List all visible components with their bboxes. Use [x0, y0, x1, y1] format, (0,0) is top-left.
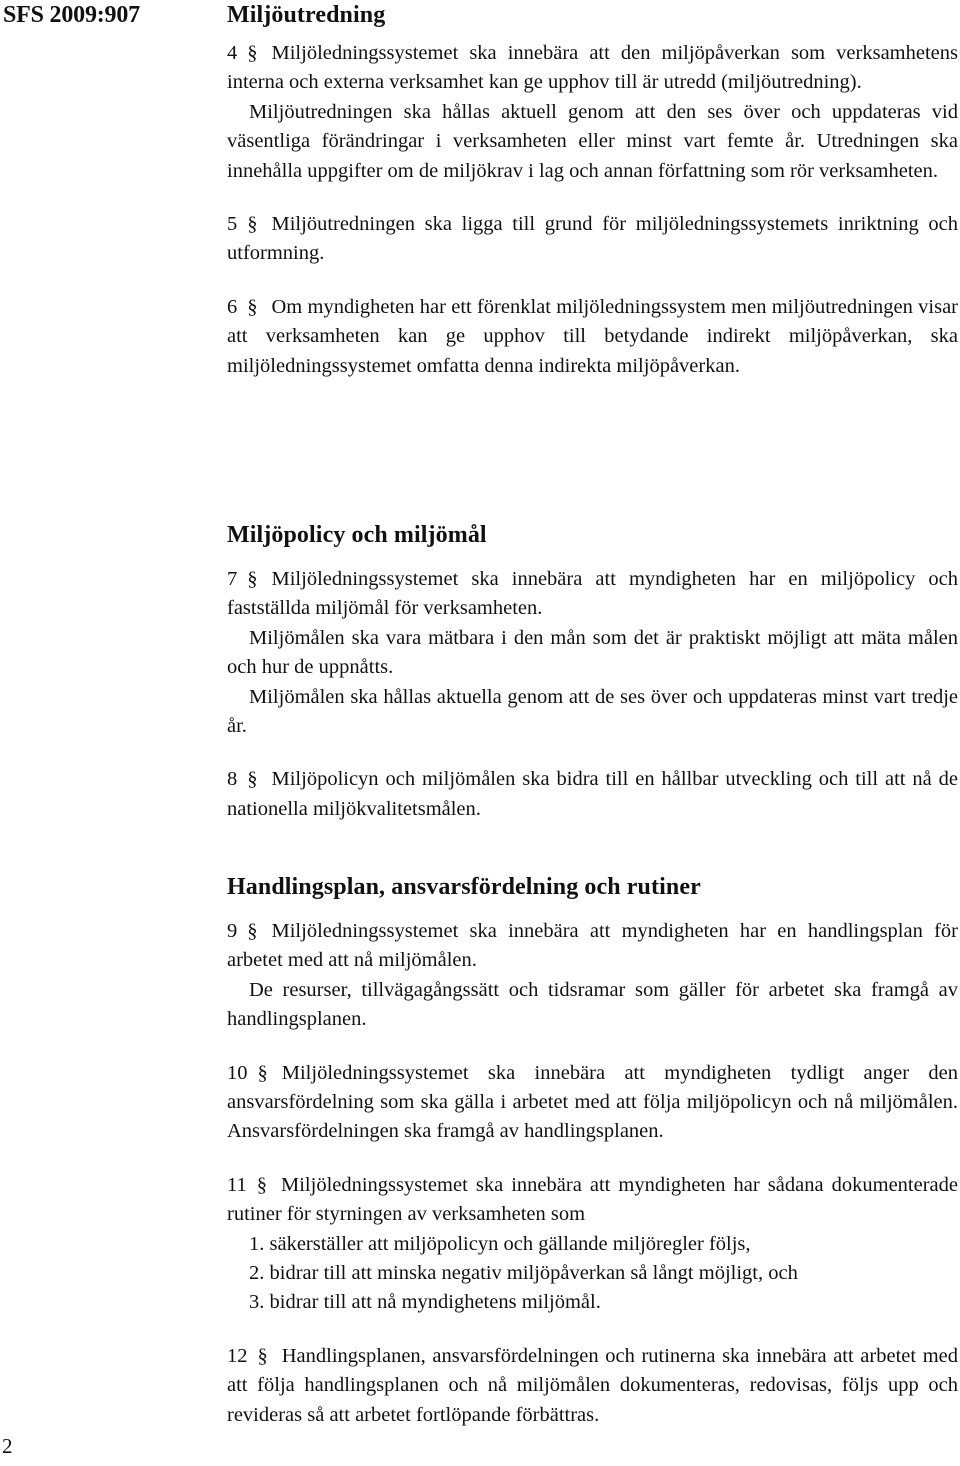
list-item-text: säkerställer att miljöpolicyn och gällande miljöregler följs,: [269, 1232, 751, 1255]
section-sign: §: [247, 42, 258, 64]
paragraph-number: 7: [227, 568, 238, 590]
paragraph-text: Om myndigheten har ett förenklat miljöledningssystem men miljöutredningen visar att verksamheten kan ge upphov till betydande indirekt miljöpåverkan, ska miljöledningssystemet omfatta denna indirekta miljöpåverkan.: [227, 295, 958, 377]
section-sign: §: [256, 1173, 267, 1196]
page-number: 2: [2, 1434, 13, 1458]
paragraph-number: 11: [227, 1173, 247, 1196]
paragraph-11: [227, 1171, 958, 1318]
paragraph-text: Miljöledningssystemet ska innebära att myndigheten har en miljöpolicy och fastställda miljömål för verksamheten.: [227, 568, 958, 620]
paragraph-text: Miljömålen ska hållas aktuella genom att de ses över och uppdateras minst vart tredje år.: [227, 685, 958, 738]
section-sign: §: [247, 568, 258, 590]
list-item-number: 1.: [249, 1232, 265, 1255]
requirement-list: [227, 1230, 958, 1318]
paragraph-number: 9: [227, 920, 238, 942]
paragraph-text: Miljöutredningen ska hållas aktuell genom att den ses över och uppdateras vid väsentliga förändringar i verksamheten eller minst vart femte år. Utredningen ska innehålla uppgifter om de miljökrav i lag och annan författning som rör verksamheten.: [227, 100, 958, 182]
paragraph-text: Handlingsplanen, ansvarsfördelningen och rutinerna ska innebära att arbetet med att följa handlingsplanen och nå miljömålen dokumenteras, redovisas, följs upp och revideras så att arbetet fortlöpande förbättras.: [227, 1344, 958, 1426]
paragraph-12: [227, 1342, 958, 1430]
section-miljoutredning: [227, 1, 958, 381]
paragraph-number: 5: [227, 213, 238, 236]
paragraph-text: Miljöledningssystemet ska innebära att myndigheten har sådana dokumenterade rutiner för styrningen av verksamheten som: [227, 1173, 958, 1226]
paragraph-text: Miljöledningssystemet ska innebära att den miljöpåverkan som verksamhetens interna och externa verksamhet kan ge upphov till är utredd (miljöutredning).: [227, 42, 958, 94]
paragraph-6: [227, 293, 958, 381]
paragraph-number: 12: [227, 1344, 248, 1367]
list-item-number: 2.: [249, 1262, 265, 1285]
list-item: [227, 1230, 958, 1259]
paragraph-text: De resurser, tillvägagångssätt och tidsramar som gäller för arbetet ska framgå av handlingsplanen.: [227, 978, 958, 1031]
list-item-number: 3.: [249, 1291, 265, 1314]
section-sign: §: [247, 295, 258, 318]
paragraph-text: Miljömålen ska vara mätbara i den mån som det är praktiskt möjligt att mäta målen och hur de uppnåtts.: [227, 626, 958, 679]
section-miljopolicy: [227, 521, 958, 824]
paragraph-5: [227, 210, 958, 269]
paragraph-number: 4: [227, 42, 238, 64]
paragraph-number: 10: [227, 1061, 248, 1084]
list-item: [227, 1288, 958, 1317]
section-heading: Handlingsplan, ansvarsfördelning och rutiner: [227, 874, 701, 900]
paragraph-text: Miljöledningssystemet ska innebära att myndigheten har en handlingsplan för arbetet med att nå miljömålen.: [227, 920, 958, 972]
list-item: [227, 1259, 958, 1288]
section-handlingsplan: [227, 873, 958, 1430]
paragraph-number: 6: [227, 295, 238, 318]
paragraph-9: [227, 917, 958, 1035]
paragraph-number: 8: [227, 768, 238, 791]
paragraph-text: Miljöpolicyn och miljömålen ska bidra till en hållbar utveckling och till att nå de nationella miljökvalitetsmålen.: [227, 768, 958, 820]
list-item-text: bidrar till att minska negativ miljöpåverkan så långt möjligt, och: [269, 1262, 798, 1285]
section-sign: §: [247, 213, 258, 236]
paragraph-text: Miljöledningssystemet ska innebära att myndigheten tydligt anger den ansvarsfördelning som ska gälla i arbetet med att följa miljöpolicyn och nå miljömålen. Ansvarsfördelningen ska framgå av handlingsplanen.: [227, 1061, 958, 1143]
paragraph-7: [227, 565, 958, 741]
list-item-text: bidrar till att nå myndighetens miljömål.: [269, 1291, 601, 1314]
paragraph-8: [227, 765, 958, 824]
section-sign: §: [247, 920, 258, 942]
paragraph-4: [227, 39, 958, 186]
section-sign: §: [257, 1061, 268, 1084]
section-heading: Miljöpolicy och miljömål: [227, 522, 487, 548]
paragraph-text: Miljöutredningen ska ligga till grund för miljöledningssystemets inriktning och utformning.: [227, 213, 958, 265]
section-sign: §: [247, 768, 258, 791]
section-heading: Miljöutredning: [227, 2, 386, 28]
section-sign: §: [257, 1344, 268, 1367]
sfs-number: SFS 2009:907: [3, 2, 140, 28]
paragraph-10: [227, 1059, 958, 1147]
